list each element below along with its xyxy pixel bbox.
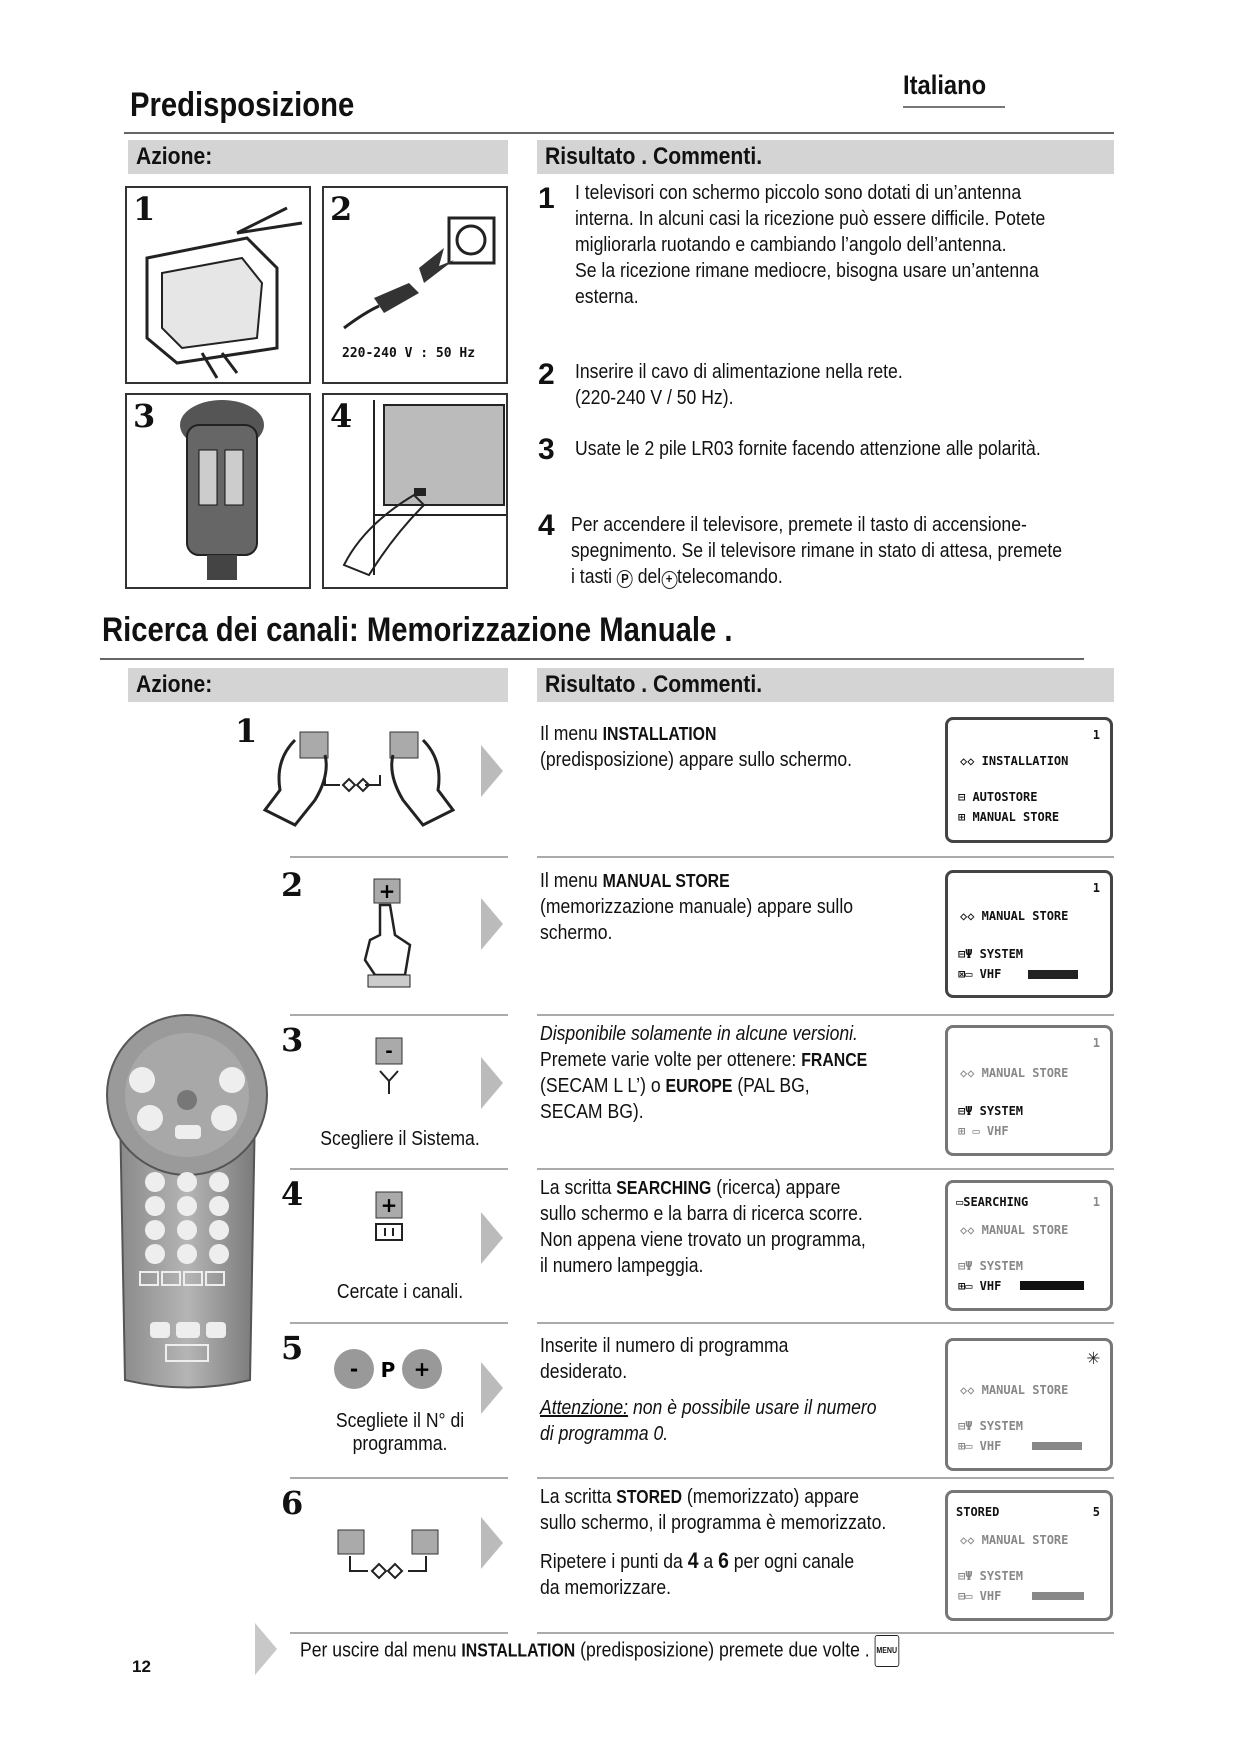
svg-text:-: - — [349, 1357, 359, 1381]
text-line: Usate le 2 pile LR03 fornite facendo attenzione alle polarità. — [575, 438, 1041, 460]
tv-screen-system: 1 ◇◇ MANUAL STORE ⊟Ψ SYSTEM ⊞ ▭ VHF — [945, 1025, 1113, 1156]
arrow-icon — [481, 1057, 503, 1109]
row-separator — [537, 1477, 1114, 1479]
illustration-number: 1 — [133, 190, 156, 228]
tv-power-button-drawing — [324, 395, 506, 587]
row-separator — [537, 1168, 1114, 1170]
two-buttons-store-drawing — [330, 1526, 450, 1586]
result-column-header: Risultato . Commenti. — [537, 668, 1114, 702]
text-line: Se la ricezione rimane mediocre, bisogna usare un’antenna — [575, 260, 1039, 282]
arrow-icon — [481, 1362, 503, 1414]
step-number: 4 — [281, 1175, 304, 1213]
arrow-icon — [481, 745, 503, 797]
search-bar — [1020, 1281, 1084, 1290]
language-label: Italiano — [903, 70, 987, 100]
row-separator — [537, 856, 1114, 858]
action-column-header: Azione: — [128, 140, 508, 174]
vhf-bar — [1032, 1442, 1082, 1450]
vhf-bar — [1028, 970, 1078, 979]
text-line: La scritta STORED (memorizzato) appare — [540, 1486, 860, 1508]
tv-antenna-drawing — [127, 188, 309, 382]
illustration-tv-antenna — [125, 186, 311, 384]
text-line: schermo. — [540, 922, 613, 944]
plus-key-icon: + — [661, 571, 677, 589]
step-number: 2 — [538, 358, 555, 391]
tv-screen-manual-store: 1 ◇◇ MANUAL STORE ⊟Ψ SYSTEM ⊠▭ VHF — [945, 870, 1113, 998]
row-separator — [290, 1322, 508, 1324]
text-line: Ripetere i punti da 4 a 6 per ogni canale — [540, 1548, 855, 1573]
step-number: 5 — [281, 1329, 304, 1367]
row-separator — [537, 1014, 1114, 1016]
text-line: Inserite il numero di programma — [540, 1335, 789, 1357]
menu-key-icon: MENU — [875, 1635, 899, 1667]
exit-instructions: Per uscire dal menu INSTALLATION (predisposizione) premete due volte . MENU — [300, 1635, 899, 1667]
text-line: Non appena viene trovato un programma, — [540, 1229, 866, 1251]
text-line: il numero lampeggia. — [540, 1255, 704, 1277]
step-caption — [303, 1410, 497, 1456]
row-separator — [290, 1632, 508, 1634]
p-key-label: P — [380, 1358, 396, 1382]
tv-screen-installation: 1 ◇◇ INSTALLATION ⊟ AUTOSTORE ⊞ MANUAL STORE — [945, 717, 1113, 843]
row-separator — [290, 1168, 508, 1170]
vhf-bar — [1032, 1592, 1084, 1600]
text-line: sullo schermo e la barra di ricerca scorre. — [540, 1203, 863, 1225]
illustration-batteries — [125, 393, 311, 589]
svg-text:+: + — [413, 1357, 431, 1381]
voltage-label: 220-240 V : 50 Hz — [342, 346, 476, 361]
p-key-icon: P — [617, 570, 633, 588]
row-separator — [537, 1632, 1114, 1634]
minus-antenna-button-drawing — [370, 1036, 410, 1096]
text-line: i tasti P del + telecomando. — [571, 566, 783, 588]
section-title: Ricerca dei canali: Memorizzazione Manuale . — [102, 611, 733, 649]
text-line: Attenzione: non è possibile usare il numero — [540, 1397, 877, 1419]
text-line: (SECAM L L’) o EUROPE (PAL BG, — [540, 1075, 810, 1097]
remote-control-drawing — [100, 1000, 275, 1395]
svg-text:+: + — [380, 1193, 398, 1217]
text-line: Per accendere il televisore, premete il tasto di accensione- — [571, 514, 1027, 536]
tv-screen-program-number: ✳ ◇◇ MANUAL STORE ⊟Ψ SYSTEM ⊞▭ VHF — [945, 1338, 1113, 1471]
page-number: 12 — [132, 1657, 151, 1676]
step-1-result — [540, 721, 895, 773]
text-line: Inserire il cavo di alimentazione nella rete. — [575, 361, 903, 383]
illustration-number: 4 — [330, 397, 353, 435]
text-line: migliorarla ruotando e cambiando l’angolo dell’antenna. — [575, 234, 1007, 256]
page-title: Predisposizione — [130, 86, 355, 124]
arrow-icon — [481, 898, 503, 950]
text-line: Disponibile solamente in alcune versioni. — [540, 1023, 858, 1045]
text-line: SECAM BG). — [540, 1101, 644, 1123]
illustration-number: 2 — [330, 190, 353, 228]
text-line: Premete varie volte per ottenere: FRANCE — [540, 1049, 868, 1071]
text-line: La scritta SEARCHING (ricerca) appare — [540, 1177, 841, 1199]
caption-line: Scegliete il N° di — [335, 1410, 465, 1432]
title-rule — [124, 132, 1114, 134]
text-line: Il menu MANUAL STORE — [540, 870, 730, 892]
step-number: 6 — [281, 1484, 304, 1522]
two-hands-buttons-drawing — [255, 720, 465, 830]
result-column-header: Risultato . Commenti. — [537, 140, 1114, 174]
svg-text:+: + — [378, 879, 396, 903]
row-separator — [537, 1322, 1114, 1324]
illustration-number: 3 — [133, 397, 156, 435]
tv-screen-searching: 1 ▭SEARCHING ◇◇ MANUAL STORE ⊟Ψ SYSTEM ⊞▭ VHF — [945, 1180, 1113, 1311]
step-caption: Cercate i canali. — [336, 1281, 464, 1303]
text-line: da memorizzare. — [540, 1577, 672, 1599]
step-1-text — [575, 180, 1109, 310]
row-separator — [290, 856, 508, 858]
text-line: spegnimento. Se il televisore rimane in stato di attesa, premete — [571, 540, 1063, 562]
text-line: Il menu INSTALLATION — [540, 723, 717, 745]
finger-plus-button-drawing — [350, 875, 420, 990]
tv-screen-stored: 5 STORED ◇◇ MANUAL STORE ⊟Ψ SYSTEM ⊟▭ VHF — [945, 1490, 1113, 1621]
row-separator — [290, 1014, 508, 1016]
step-2-text — [575, 359, 947, 411]
arrow-icon — [481, 1517, 503, 1569]
language-underline — [903, 106, 1005, 108]
plus-search-button-drawing — [370, 1190, 410, 1250]
action-column-header: Azione: — [128, 668, 508, 702]
text-line: (220-240 V / 50 Hz). — [575, 387, 734, 409]
arrow-icon — [255, 1623, 277, 1675]
step-3-text — [575, 436, 1104, 462]
illustration-power-plug — [322, 186, 508, 384]
step-number: 1 — [538, 182, 555, 215]
step-number: 4 — [538, 509, 555, 542]
step-number: 2 — [281, 866, 304, 904]
step-number: 1 — [235, 712, 258, 750]
illustration-power-button — [322, 393, 508, 589]
row-separator — [290, 1477, 508, 1479]
text-line: (predisposizione) appare sullo schermo. — [540, 749, 853, 771]
remote-batteries-drawing — [127, 395, 309, 587]
svg-text:-: - — [385, 1041, 393, 1062]
caption-line: programma. — [352, 1433, 448, 1455]
step-number: 3 — [538, 433, 555, 466]
text-line: esterna. — [575, 286, 639, 308]
step-5-result — [540, 1333, 922, 1447]
step-number: 3 — [281, 1021, 304, 1059]
step-6-result — [540, 1484, 933, 1601]
section-rule — [100, 658, 1084, 660]
text-line: interna. In alcuni casi la ricezione può essere difficile. Potete — [575, 208, 1046, 230]
text-line: sullo schermo, il programma è memorizzato. — [540, 1512, 887, 1534]
arrow-icon — [481, 1212, 503, 1264]
program-minus-plus-buttons-drawing — [330, 1345, 450, 1395]
text-line: di programma 0. — [540, 1423, 669, 1445]
step-2-result — [540, 868, 896, 946]
step-4-text — [571, 512, 1129, 590]
text-line: (memorizzazione manuale) appare sullo — [540, 896, 854, 918]
step-caption: Scegliere il Sistema. — [320, 1128, 480, 1150]
text-line: desiderato. — [540, 1361, 628, 1383]
step-3-result — [540, 1021, 912, 1125]
text-line: I televisori con schermo piccolo sono dotati di un’antenna — [575, 182, 1022, 204]
step-4-result — [540, 1175, 910, 1279]
